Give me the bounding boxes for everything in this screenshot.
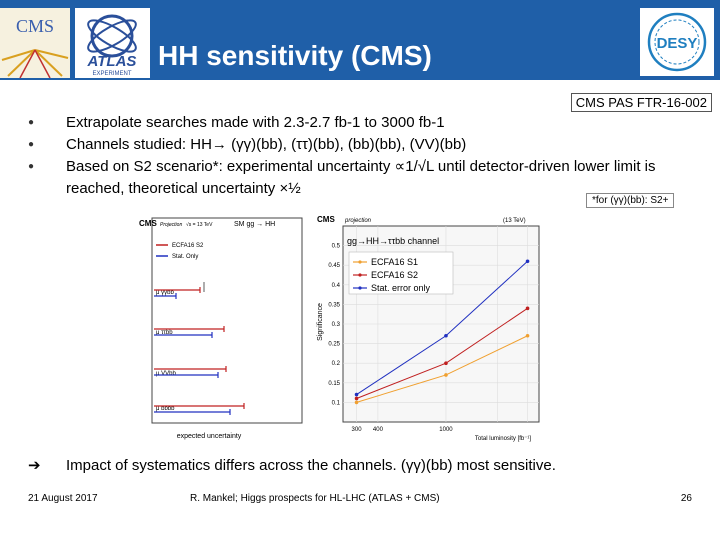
- y-tick-label: 0.25: [328, 341, 340, 348]
- data-point: [355, 393, 359, 397]
- x-tick-label: 400: [372, 427, 383, 433]
- data-point: [526, 334, 530, 338]
- data-point: [444, 373, 448, 377]
- x-tick-label: 300: [351, 427, 362, 433]
- y-tick-label: 0.15: [328, 380, 340, 387]
- data-point: [355, 397, 359, 401]
- legend-label: Stat. error only: [371, 283, 431, 293]
- desy-logo: [640, 8, 714, 76]
- left-plot-projection: Projection: [160, 222, 183, 228]
- svg-text:DESY: DESY: [656, 35, 698, 52]
- data-point: [444, 334, 448, 338]
- footnote-box: *for (γγ)(bb): S2+: [586, 193, 674, 208]
- cms-logo: [0, 8, 70, 78]
- legend-label: ECFA16 S2: [371, 270, 419, 280]
- y-tick-label: 0.4: [331, 282, 340, 289]
- right-plot-xlabel: Total luminosity [fb⁻¹]: [474, 436, 532, 442]
- data-point: [526, 307, 530, 311]
- y-tick-label: 0.5: [331, 243, 340, 250]
- left-plot-energy: √s = 13 TeV: [186, 222, 213, 228]
- bullet-list: [28, 112, 688, 200]
- left-plot-experiment: CMS: [139, 219, 157, 228]
- svg-text:CMS: CMS: [15, 16, 55, 36]
- uncertainty-plot: [134, 212, 306, 444]
- footer-date: 21 August 2017: [28, 493, 98, 504]
- y-tick-label: 0.3: [331, 322, 340, 328]
- atlas-logo: [75, 8, 150, 78]
- y-tick-label: 0.1: [331, 400, 340, 407]
- legend-marker: [358, 273, 361, 276]
- svg-text:EXPERIMENT: EXPERIMENT: [92, 71, 132, 77]
- left-legend-s2: ECFA16 S2: [172, 243, 204, 249]
- bullet-item: ● Based on S2 scenario*: experimental uncertainty ∝1/√L until detector-driven lower limit is reached, theoretical uncertainty ×½: [28, 156, 688, 200]
- right-plot-channel: gg→HH→ττbb channel: [347, 236, 440, 246]
- right-plot-projection: projection: [345, 218, 372, 224]
- reference-label: CMS PAS FTR-16-002: [571, 93, 712, 112]
- channel-label-tautau: μ ττbb: [156, 330, 173, 336]
- left-legend-stat: Stat. Only: [172, 254, 199, 260]
- bullet-item: ● Extrapolate searches made with 2.3-2.7 fb-1 to 3000 fb-1: [28, 112, 688, 134]
- footer-author: R. Mankel; Higgs prospects for HL-LHC (ATLAS + CMS): [190, 493, 440, 504]
- channel-label-bbbb: μ bbbb: [156, 406, 175, 412]
- arrow-icon: ➔: [28, 456, 41, 474]
- legend-label: ECFA16 S1: [371, 257, 419, 267]
- bullet-item: ● Channels studied: HH→ (γγ)(bb), (ττ)(bb), (bb)(bb), (VV)(bb): [28, 134, 688, 156]
- data-point: [355, 401, 359, 405]
- svg-text:ATLAS: ATLAS: [87, 53, 137, 70]
- y-tick-label: 0.2: [331, 361, 340, 368]
- legend-marker: [358, 260, 361, 263]
- page-title: HH sensitivity (CMS): [158, 40, 432, 71]
- x-tick-label: 1000: [439, 427, 453, 433]
- legend-marker: [358, 286, 361, 289]
- y-tick-label: 0.45: [328, 263, 340, 270]
- y-tick-label: 0.35: [328, 302, 340, 309]
- footer-page-number: 26: [680, 493, 692, 504]
- data-point: [526, 259, 530, 263]
- data-point: [444, 361, 448, 365]
- channel-label-gg: μ γγbb: [156, 290, 174, 296]
- conclusion-line: ➔ Impact of systematics differs across the channels. (γγ)(bb) most sensitive.: [28, 456, 556, 474]
- right-plot-experiment: CMS: [317, 215, 335, 224]
- right-plot-energy: (13 TeV): [503, 218, 526, 224]
- left-plot-xlabel: expected uncertainty: [176, 433, 242, 440]
- left-plot-process: SM gg → HH: [234, 221, 276, 228]
- channel-label-vv: μ VVbb: [156, 371, 176, 377]
- significance-plot: [313, 212, 543, 442]
- right-plot-ylabel: Significance: [317, 303, 324, 341]
